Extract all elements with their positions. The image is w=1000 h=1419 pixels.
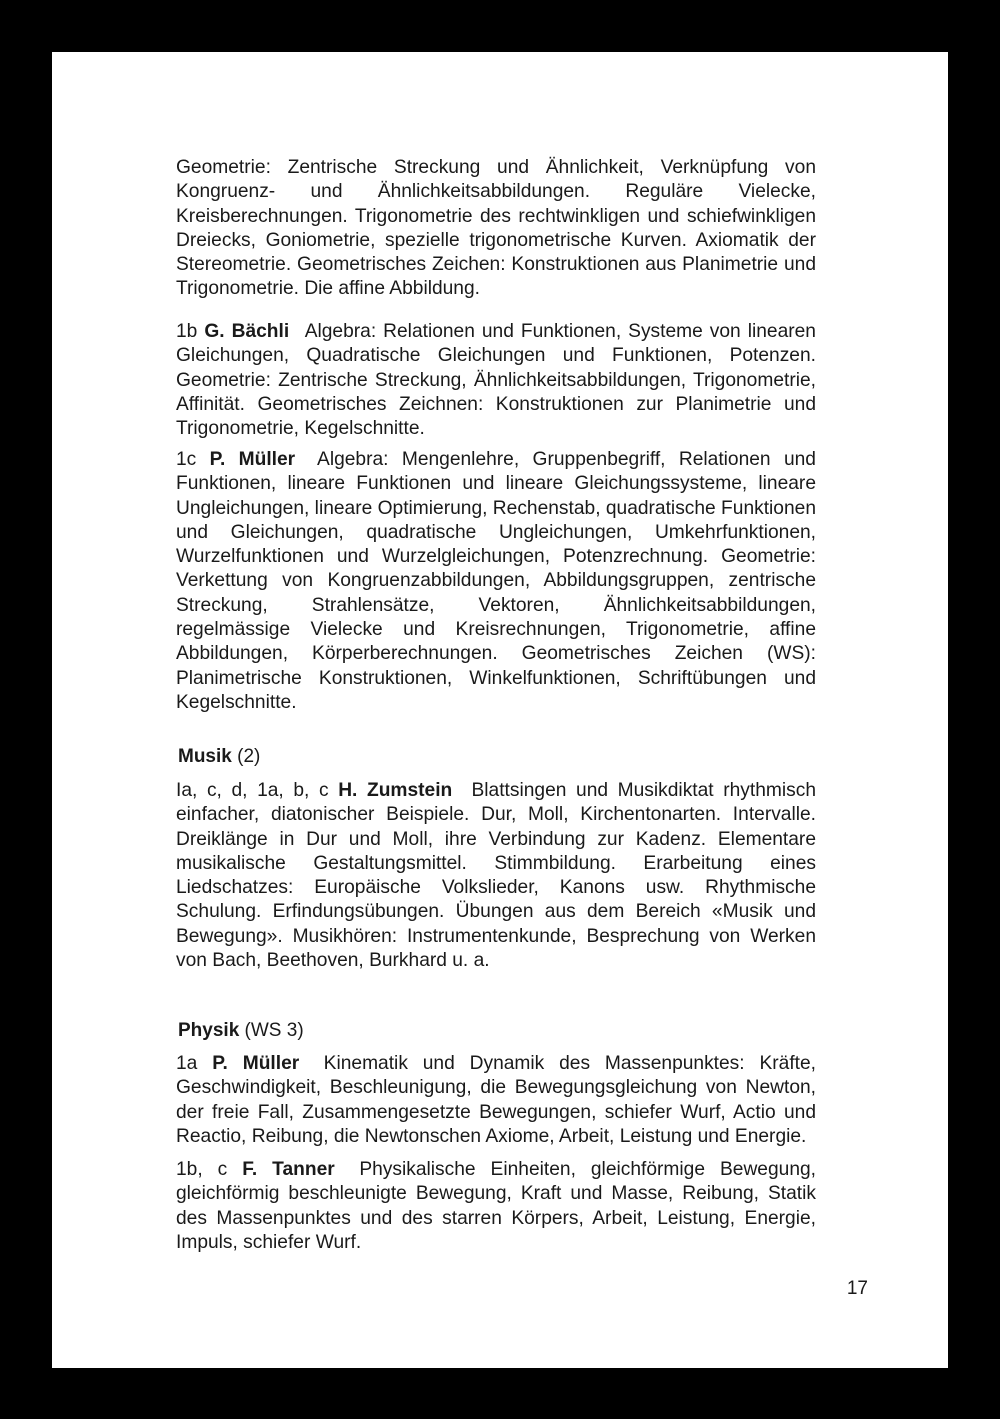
entry-physik-1a [176, 1052, 816, 1149]
musik-title: Musik [178, 746, 232, 767]
document-page [52, 52, 948, 1368]
page-number: 17 [846, 1278, 868, 1299]
entry-teacher: P. Müller [212, 1053, 300, 1074]
physik-heading [178, 1020, 304, 1042]
entry-teacher: H. Zumstein [338, 780, 453, 801]
musik-heading [178, 746, 260, 768]
entry-text: Blattsingen und Musikdiktat rhythmisch einfacher, diatonischer Beispiele. Dur, Moll, Kirchentonarten. Intervalle. Dreiklänge in Dur und Moll, ihre Verbindung zur Kadenz. Elementare musikalische Gestaltungsmittel. Stimmbildung. Erarbeitung eines Liedschatzes: Europäische Volkslieder, Kanons usw. Rhythmische Schulung. Erfindungsübungen. Übungen aus dem Bereich «Musik und Bewegung». Musikhören: Instrumentenkunde, Besprechung von Werken von Bach, Beethoven, Burkhard u. a. [176, 780, 816, 972]
entry-teacher: P. Müller [209, 449, 296, 470]
entry-text: Algebra: Mengenlehre, Gruppenbegriff, Relationen und Funktionen, lineare Funktionen und lineare Gleichungssysteme, lineare Ungleichungen, lineare Optimierung, Rechenstab, quadratische Funktionen und Gleichungen, quadratische Ungleichungen, Umkehrfunktionen, Wurzelfunktionen und Wurzelgleichungen, Potenzrechnung. Geometrie: Verkettung von Kongruenzabbildungen, Abbildungsgruppen, zentrische Streckung, Strahlensätze, Vektoren, Ähnlichkeitsabbildungen, regelmässige Vielecke und Kreisrechnungen, Trigonometrie, affine Abbildungen, Körperberechnungen. Geometrisches Zeichen (WS): Planimetrische Konstruktionen, Winkelfunktionen, Schriftübungen und Kegelschnitte. [176, 449, 816, 713]
entry-musik [176, 779, 816, 973]
geometrie-paragraph: Geometrie: Zentrische Streckung und Ähnlichkeit, Verknüpfung von Kongruenz- und Ähnlichkeitsabbildungen. Reguläre Vielecke, Kreisberechnungen. Trigonometrie des rechtwinkligen und schiefwinkligen Dreiecks, Goniometrie, spezielle trigonometrische Kurven. Axiomatik der Stereometrie. Geometrisches Zeichen: Konstruktionen aus Planimetrie und Trigonometrie. Die affine Abbildung. [176, 157, 816, 300]
physik-title: Physik [178, 1020, 240, 1041]
entry-physik-1bc [176, 1158, 816, 1255]
entry-class: Ia, c, d, 1a, b, c [176, 780, 329, 801]
entry-teacher: G. Bächli [204, 321, 290, 342]
entry-text: Kinematik und Dynamik des Massenpunktes: Kräfte, Geschwindigkeit, Beschleunigung, die Bewegungsgleichung von Newton, der freie Fall, Zusammengesetzte Bewegungen, schiefer Wurf, Actio und Reactio, Reibung, die Newtonschen Axiome, Arbeit, Leistung und Energie. [176, 1053, 816, 1147]
entry-class: 1b, c [176, 1159, 228, 1180]
entry-class: 1b [176, 321, 198, 342]
entry-text: Algebra: Relationen und Funktionen, Systeme von linearen Gleichungen, Quadratische Gleichungen und Funktionen, Potenzen. Geometrie: Zentrische Streckung, Ähnlichkeitsabbildungen, Trigonometrie, Affinität. Geometrisches Zeichnen: Konstruktionen zur Planimetrie und Trigonometrie, Kegelschnitte. [176, 321, 816, 440]
physik-hours: (WS 3) [244, 1020, 304, 1041]
entry-text: Physikalische Einheiten, gleichförmige Bewegung, gleichförmig beschleunigte Bewegung, Kraft und Masse, Reibung, Statik des Massenpunktes und des starren Körpers, Arbeit, Leistung, Energie, Impuls, schiefer Wurf. [176, 1159, 816, 1253]
entry-class: 1c [176, 449, 197, 470]
entry-class: 1a [176, 1053, 198, 1074]
entry-1c [176, 448, 816, 715]
musik-hours: (2) [237, 746, 261, 767]
entry-teacher: F. Tanner [242, 1159, 335, 1180]
entry-1b [176, 320, 816, 441]
